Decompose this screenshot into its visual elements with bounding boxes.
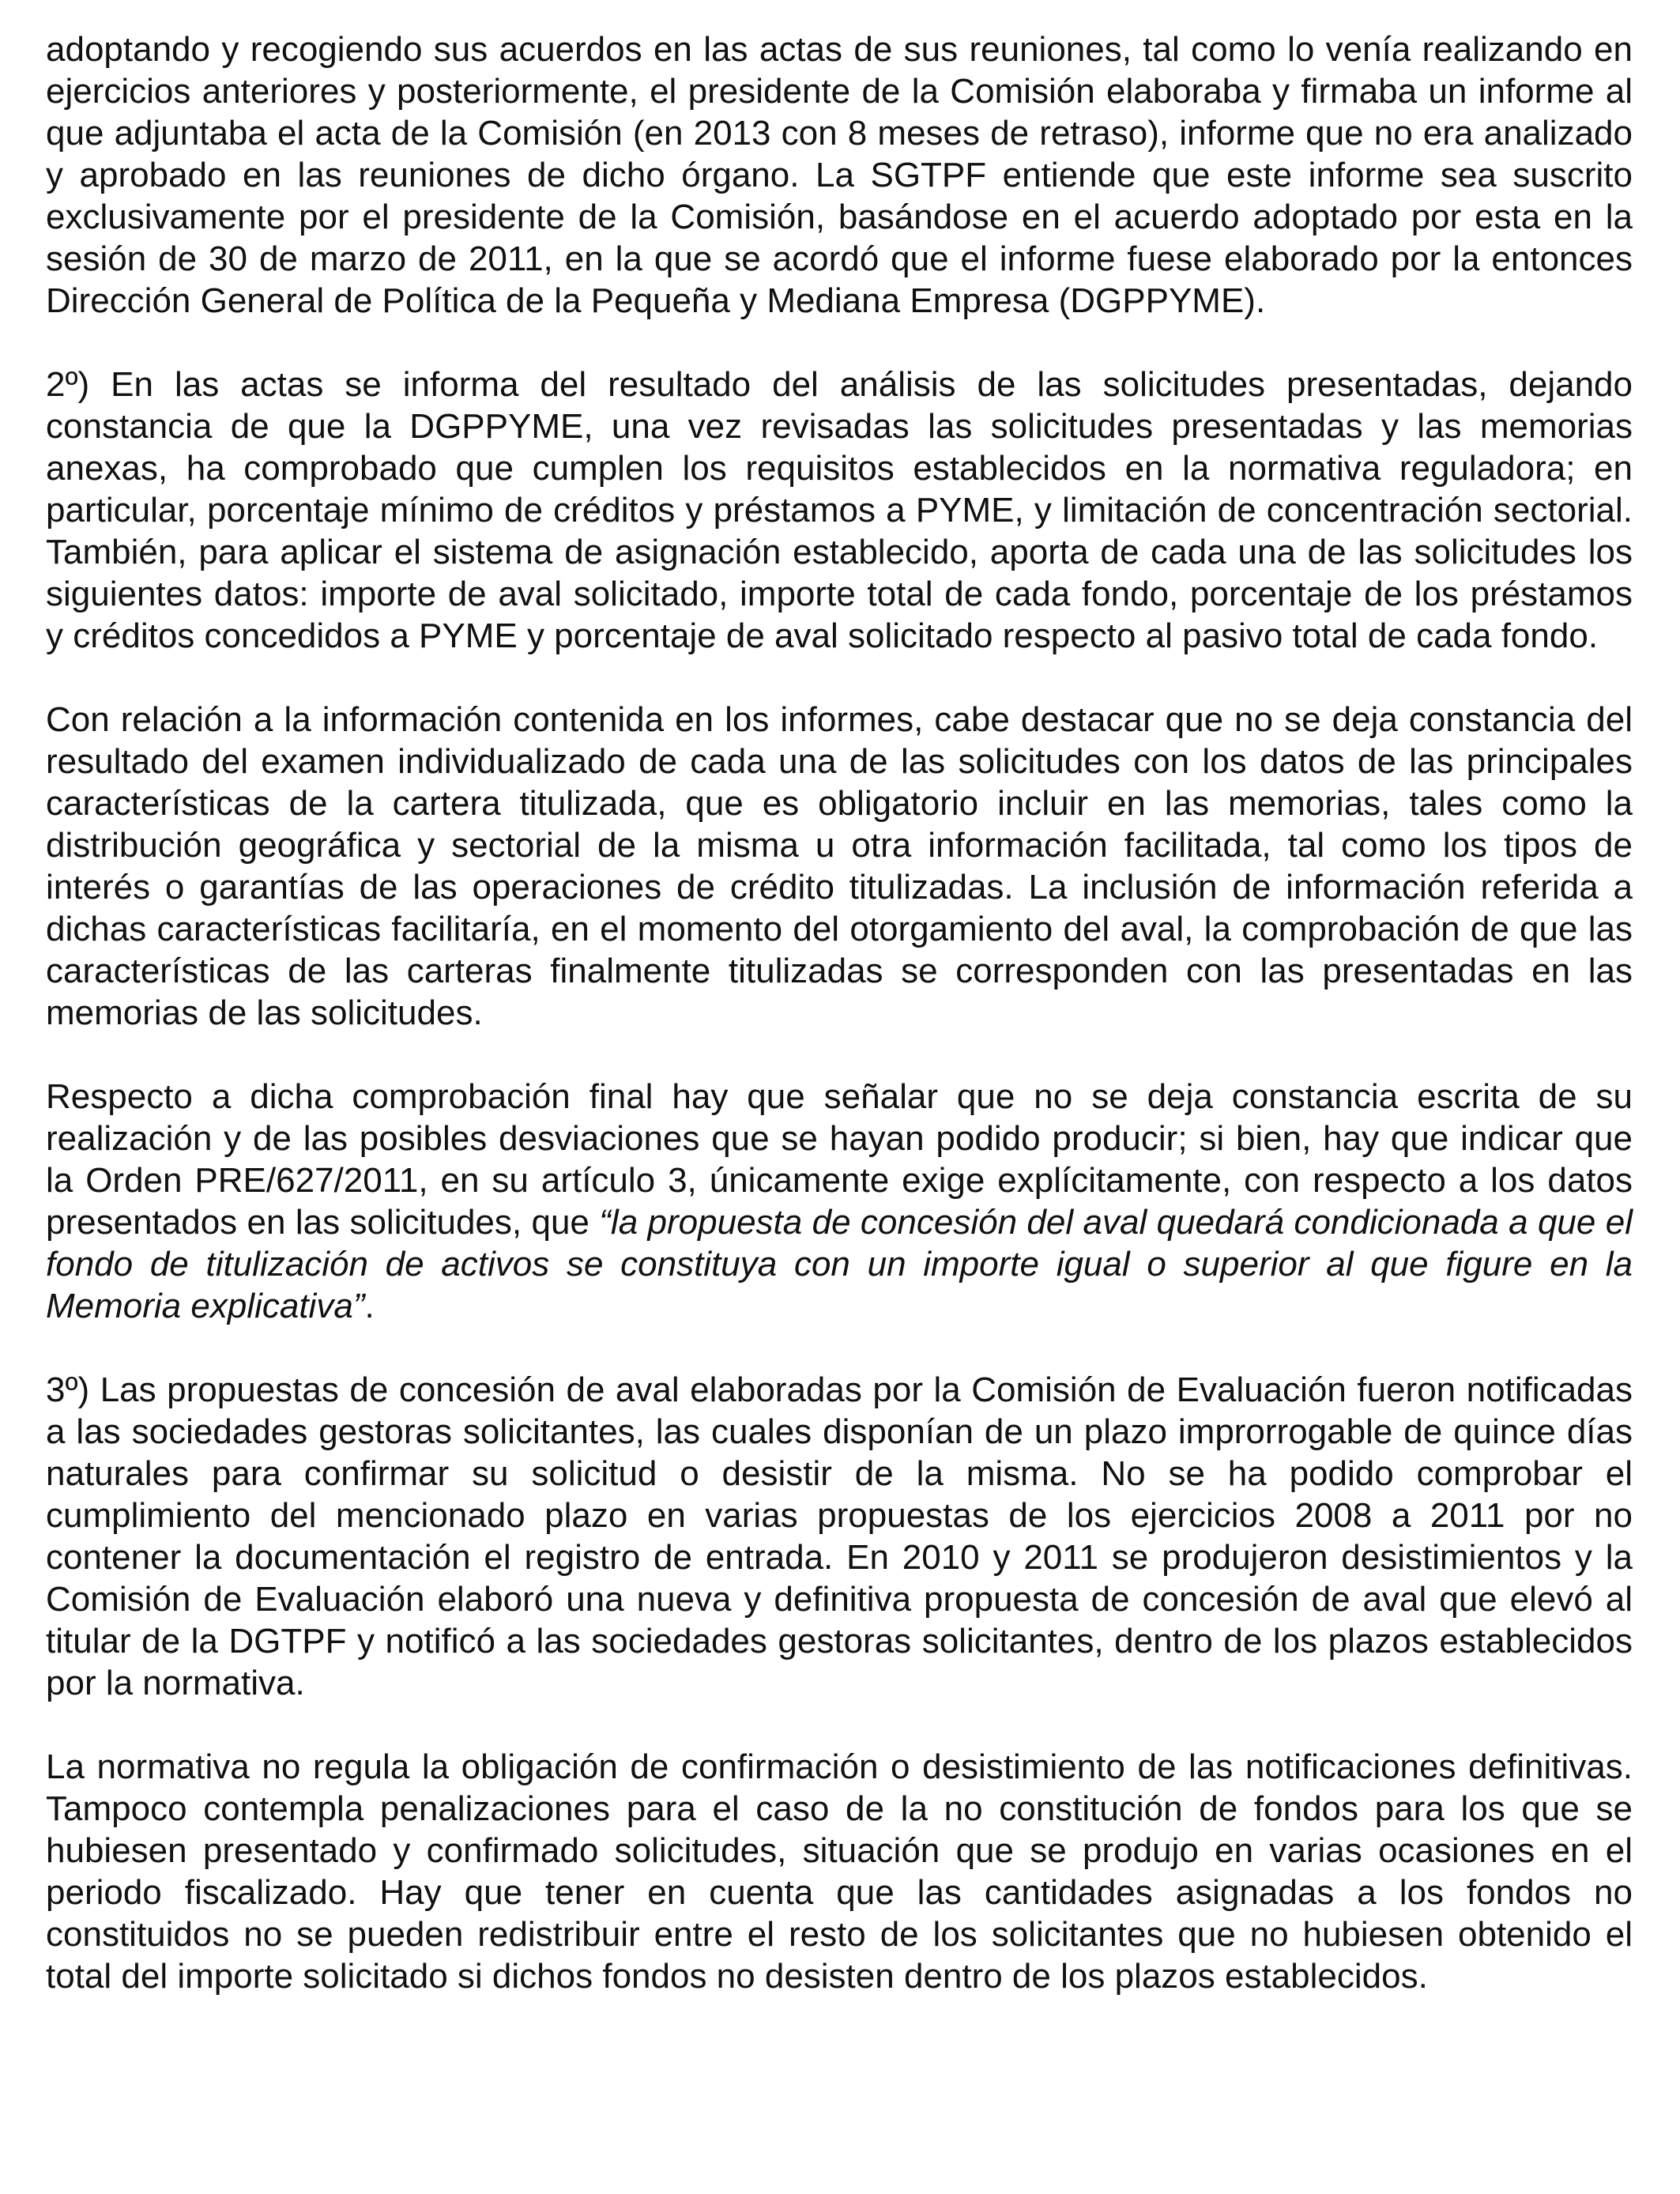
paragraph-text: Respecto a dicha comprobación final hay que señalar que no se deja constancia escrita de su realización y de las posibles desviaciones que se hayan podido producir; si bien, hay que indicar que la Orden PRE/627/2011, en su artículo 3, únicamente exige explícitamente, con respecto a los datos presentados en las solicitudes, que	[46, 1077, 1633, 1242]
paragraph-point-2	[46, 364, 1633, 657]
paragraph-tail: .	[364, 1287, 375, 1325]
paragraph-regulation	[46, 1746, 1633, 1997]
document-page	[46, 28, 1633, 1997]
paragraph-text: 2º) En las actas se informa del resultado del análisis de las solicitudes presentadas, dejando constancia de que la DGPPYME, una vez revisadas las solicitudes presentadas y las memorias anexas, ha comprobado que cumplen los requisitos establecidos en la normativa reguladora; en particular, porcentaje mínimo de créditos y préstamos a PYME, y limitación de concentración sectorial. También, para aplicar el sistema de asignación establecido, aporta de cada una de las solicitudes los siguientes datos: importe de aval solicitado, importe total de cada fondo, porcentaje de los préstamos y créditos concedidos a PYME y porcentaje de aval solicitado respecto al pasivo total de cada fondo.	[46, 365, 1633, 655]
paragraph-information-reports	[46, 699, 1633, 1034]
paragraph-committee-report	[46, 28, 1633, 322]
paragraph-final-check	[46, 1076, 1633, 1327]
paragraph-text: La normativa no regula la obligación de confirmación o desistimiento de las notificaciones definitivas. Tampoco contempla penalizaciones para el caso de la no constitución de fondos para los que se hubiesen presentado y confirmado solicitudes, situación que se produjo en varias ocasiones en el periodo fiscalizado. Hay que tener en cuenta que las cantidades asignadas a los fondos no constituidos no se pueden redistribuir entre el resto de los solicitantes que no hubiesen obtenido el total del importe solicitado si dichos fondos no desisten dentro de los plazos establecidos.	[46, 1747, 1633, 1996]
quoted-regulation-text: “la propuesta de concesión del aval quedará condicionada a que el fondo de titulización de activos se constituya con un importe igual o superior al que figure en la Memoria explicativa”	[46, 1203, 1633, 1325]
paragraph-text: 3º) Las propuestas de concesión de aval elaboradas por la Comisión de Evaluación fueron notificadas a las sociedades gestoras solicitantes, las cuales disponían de un plazo improrrogable de quince días naturales para confirmar su solicitud o desistir de la misma. No se ha podido comprobar el cumplimiento del mencionado plazo en varias propuestas de los ejercicios 2008 a 2011 por no contener la documentación el registro de entrada. En 2010 y 2011 se produjeron desistimientos y la Comisión de Evaluación elaboró una nueva y definitiva propuesta de concesión de aval que elevó al titular de la DGTPF y notificó a las sociedades gestoras solicitantes, dentro de los plazos establecidos por la normativa.	[46, 1370, 1633, 1702]
paragraph-text: adoptando y recogiendo sus acuerdos en las actas de sus reuniones, tal como lo venía realizando en ejercicios anteriores y posteriormente, el presidente de la Comisión elaboraba y firmaba un informe al que adjuntaba el acta de la Comisión (en 2013 con 8 meses de retraso), informe que no era analizado y aprobado en las reuniones de dicho órgano. La SGTPF entiende que este informe sea suscrito exclusivamente por el presidente de la Comisión, basándose en el acuerdo adoptado por esta en la sesión de 30 de marzo de 2011, en la que se acordó que el informe fuese elaborado por la entonces Dirección General de Política de la Pequeña y Mediana Empresa (DGPPYME).	[46, 30, 1633, 320]
paragraph-text: Con relación a la información contenida en los informes, cabe destacar que no se deja constancia del resultado del examen individualizado de cada una de las solicitudes con los datos de las principales características de la cartera titulizada, que es obligatorio incluir en las memorias, tales como la distribución geográfica y sectorial de la misma u otra información facilitada, tal como los tipos de interés o garantías de las operaciones de crédito titulizadas. La inclusión de información referida a dichas características facilitaría, en el momento del otorgamiento del aval, la comprobación de que las características de las carteras finalmente titulizadas se corresponden con las presentadas en las memorias de las solicitudes.	[46, 700, 1633, 1032]
paragraph-point-3	[46, 1369, 1633, 1704]
